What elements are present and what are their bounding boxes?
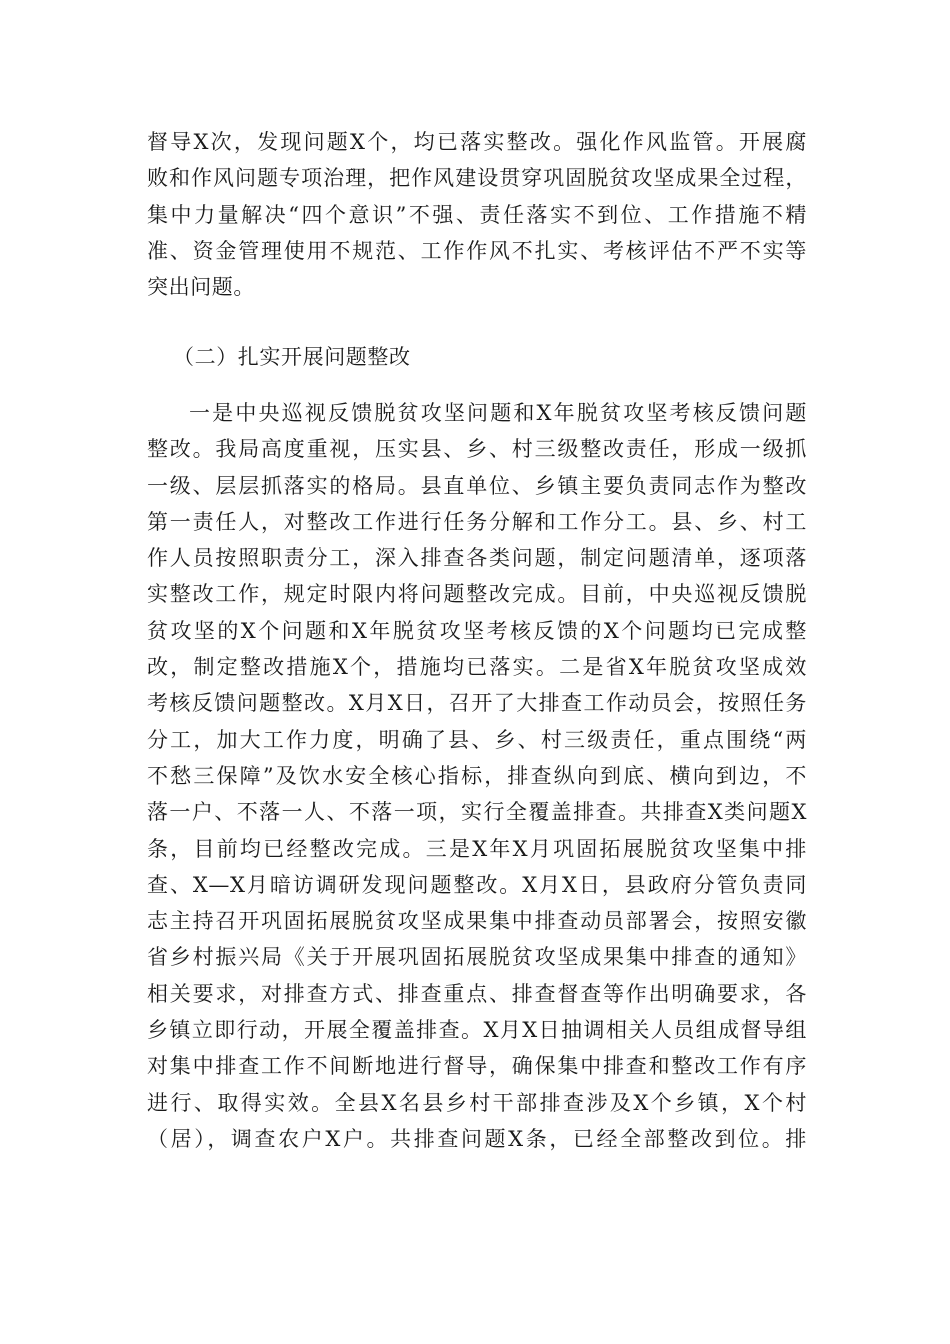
text-line: 相关要求，对排查方式、排查重点、排查督查等作出明确要求，各 [147,981,807,1006]
section-heading [173,339,573,375]
paragraph-rectification [147,395,807,1157]
text-line: 考核反馈问题整改。X月X日，召开了大排查工作动员会，按照任务 [147,691,807,716]
text-line: 改，制定整改措施X个，措施均已落实。二是省X年脱贫攻坚成效 [147,655,807,680]
text-line: 志主持召开巩固拓展脱贫攻坚成果集中排查动员部署会，按照安徽 [147,909,807,934]
text-line: 乡镇立即行动，开展全覆盖排查。X月X日抽调相关人员组成督导组 [147,1018,807,1043]
text-line: 查、X—X月暗访调研发现问题整改。X月X日，县政府分管负责同 [147,872,807,897]
text-line: 督导X次，发现问题X个，均已落实整改。强化作风监管。开展腐 [147,130,807,154]
text-line: 省乡村振兴局《关于开展巩固拓展脱贫攻坚成果集中排查的通知》 [147,945,807,970]
text-line: 实整改工作，规定时限内将问题整改完成。目前，中央巡视反馈脱 [147,582,807,607]
text-line: 准、资金管理使用不规范、工作作风不扎实、考核评估不严不实等 [147,238,807,263]
text-line: 作人员按照职责分工，深入排查各类问题，制定问题清单，逐项落 [147,546,807,571]
text-line: 败和作风问题专项治理，把作风建设贯穿巩固脱贫攻坚成果全过程， [147,166,807,191]
section-heading-text: （二）扎实开展问题整改 [173,345,411,369]
text-line: 整改。我局高度重视，压实县、乡、村三级整改责任，形成一级抓 [147,437,807,462]
paragraph-supervision [147,124,807,305]
text-line: 一级、层层抓落实的格局。县直单位、乡镇主要负责同志作为整改 [147,473,807,498]
text-line: 分工，加大工作力度，明确了县、乡、村三级责任，重点围绕“两 [147,727,807,752]
text-line: 一是中央巡视反馈脱贫攻坚问题和X年脱贫攻坚考核反馈问题 [189,401,807,425]
text-line: 进行、取得实效。全县X名县乡村干部排查涉及X个乡镇，X个村 [147,1090,807,1115]
text-line: 不愁三保障”及饮水安全核心指标，排查纵向到底、横向到边，不 [147,763,807,788]
text-line: 集中力量解决“四个意识”不强、责任落实不到位、工作措施不精 [147,202,807,227]
text-line: 突出问题。 [147,275,255,300]
text-line: 落一户、不落一人、不落一项，实行全覆盖排查。共排查X类问题X [147,800,807,825]
text-line: 对集中排查工作不间断地进行督导，确保集中排查和整改工作有序 [147,1054,807,1079]
text-line: 贫攻坚的X个问题和X年脱贫攻坚考核反馈的X个问题均已完成整 [147,618,807,643]
text-line: 条，目前均已经整改完成。三是X年X月巩固拓展脱贫攻坚集中排 [147,836,807,861]
text-line: 第一责任人，对整改工作进行任务分解和工作分工。县、乡、村工 [147,509,807,534]
text-line: （居），调查农户X户。共排查问题X条，已经全部整改到位。排 [147,1126,807,1151]
